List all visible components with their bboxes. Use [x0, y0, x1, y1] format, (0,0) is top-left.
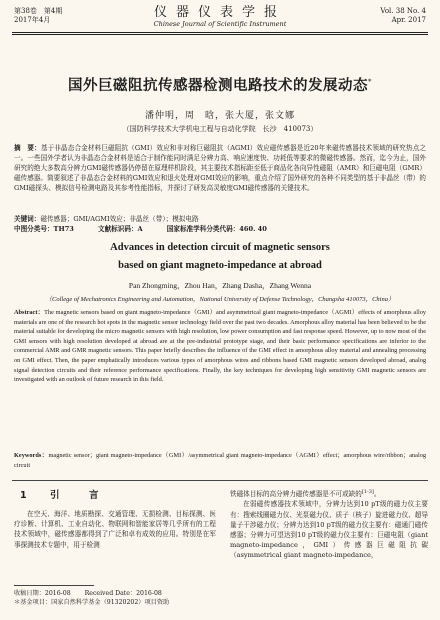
authors-en: Pan Zhongming，Zhou Han，Zhang Dasha，Zhang Wenna: [128, 281, 312, 290]
clc-number: 中图分类号：TH73: [14, 225, 74, 233]
received-date-en: Received Date：2016-08: [84, 590, 162, 597]
classification-cn: [14, 224, 426, 234]
section-divider: [12, 480, 428, 481]
paper-title-cn: [0, 74, 440, 95]
paper-title-en-line1: Advances in detection circuit of magnetic sensors: [110, 242, 330, 253]
received-date-cn: 收稿日期：2016-08: [14, 590, 71, 597]
footnote: [14, 589, 214, 607]
abstract-cn-text: 基于非晶态合金材料巨磁阻抗（GMI）效应和非对称巨磁阻抗（AGMI）效应磁传感器是近20年来磁传感器技术领域的研究热点之一。一些国外学者认为非晶态合金材料是适合于制作能同时满足分辨力高、响应速度快、功耗低等要求的微磁传感器。然而，迄今为止，国外研究的绝大多数高分辨力GMI磁传感器仍停留在原理样机阶段，其主要技术指标距至低于商品化各向异性磁阻（AMR）和巨磁电阻（GMR）磁传感器。简要叙述了非晶态合金材料的GMI效应和退火处理对GMI效应的影响，重点介绍了国外研究的各种不同类型的基于非晶丝（带）的GMI磁探头、模拟信号检测电路及其参考性能指标，并探讨了研发高灵敏度GMI磁传感器的关键技术。: [14, 144, 427, 192]
affiliation-cn: （国防科学技术大学机电工程与自动化学院 长沙 410073）: [122, 125, 318, 133]
abstract-cn-label: 摘 要：: [14, 144, 41, 152]
volume-issue-cn: 第38卷 第4期: [14, 7, 63, 15]
intro-paragraph-1: 在空天、海洋、地质勘探、交通管理、无损检测、目标探测、医疗诊断、计算机、工业自动化、物联网和智能家居等几乎所有的工程技术领域中，磁传感器都得到了广泛和卓有成效的应用。特别是在军事探测技术专题中，用于检测: [14, 510, 216, 549]
abstract-en-text: The magnetic sensors based on giant magneto-impedance（GMI）and asymmetrical giant magneto-impedance（AGMI）effects of amorphous alloy materials are one of the research hot spots in the magnetic sensor technology field over the past two decades. Amorphous alloy material has been believed to be the material suitable for developing the micro magnetic sensors with high resolution, low power consumption and fast response speed. However, up to now most of the GMI sensors with high resolution developed at abroad are at the pre-industrial prototype stage, and their basic performance specifications are inferior to the commercial AMR and GMR magnetic sensors. This paper briefly describes the influence of the GMI effect in amorphous alloy material and annealing processing on GMI effect. Then, the paper emphatically introduces various types of amorphous wires and ribbons based GMI magnetic sensors developed abroad, analog signal detection circuits and their reference performance specifications. Finally, the key techniques for developing high sensitivity GMI magnetic sensors are investigated with an outlook of future research in this field.: [14, 309, 426, 384]
paper-title-cn-text: 国外巨磁阻抗传感器检测电路技术的发展动态: [68, 77, 368, 94]
keywords-en: [14, 451, 426, 470]
abstract-en-label: Abstract：: [14, 309, 45, 316]
section-title: 引 言: [49, 490, 109, 501]
intro-paragraph-continued: [230, 487, 428, 499]
section-number: 1: [20, 490, 37, 501]
citation-ref: [1-3]: [361, 489, 374, 495]
received-date-line: [14, 589, 214, 598]
section-heading: [20, 487, 216, 505]
journal-volume-issue-en: [380, 7, 426, 25]
fund-note: ＊基金项目：国家自然科学基金（91320202）项目资助: [14, 599, 170, 606]
keywords-en-text: magnetic sensor；giant magneto-impedance（GMI）/asymmetrical giant magneto-impedance（AGMI）effect；amorphous wire/ribbon；analog circuit: [14, 452, 426, 469]
intro-continued-text: 铁磁体目标的高分辨力磁传感器是不可或缺的: [230, 490, 362, 499]
volume-issue-en: Vol. 38 No. 4: [380, 7, 426, 15]
keywords-cn: [14, 214, 426, 224]
footnote-rule: [14, 585, 94, 586]
abstract-en: [14, 308, 426, 385]
keywords-cn-text: 磁传感器；GMI/AGMI效应；非晶丝（带）；模拟电路: [40, 215, 199, 223]
discipline-code: 国家标准学科分类代码：460. 40: [166, 225, 267, 233]
date-cn: 2017年4月: [14, 16, 51, 24]
paper-title-en: [0, 239, 440, 275]
intro-paragraph-2: 在弱磁传感器技术领域中，分辨力达到10 pT级的磁力仪主要有：搜索线圈磁力仪、光泵磁力仪、质子（核子）旋进磁力仪、超导量子干涉磁力仪；分辨力达到10 pT级的磁力仪主要有：磁通门磁传感器；分辨力可望达到10 pT级的磁力仪主要有：巨磁电阻（giant magneto-impedance，GMI）传感器巨磁阻抗碳（asymmetrical giant magneto-impedance，: [230, 500, 428, 560]
date-en: Apr. 2017: [391, 16, 426, 24]
paper-title-en-line2: based on giant magneto-impedance at abroad: [118, 260, 322, 271]
keywords-cn-label: 关键词：: [14, 215, 41, 223]
journal-name-en: Chinese Journal of Scientific Instrument: [153, 20, 287, 28]
journal-name-cn: 仪器仪表学报: [153, 5, 286, 20]
intro-continued-end: 。: [373, 490, 381, 499]
fund-footnote-marker: *: [368, 78, 372, 87]
abstract-cn: [14, 143, 426, 193]
body-column-right: [230, 487, 428, 561]
body-column-left: [14, 487, 216, 550]
journal-name: [0, 5, 440, 29]
document-code: 文献标识码：A: [97, 225, 143, 233]
header-rule: [12, 32, 428, 35]
authors-cn: 潘仲明，周 晗，张大厦，张文娜: [144, 111, 295, 121]
affiliation-en: （College of Mechatronics Engineering and Automation，National University of Defense Technology，Changsha 410073，China）: [45, 296, 395, 303]
keywords-en-label: Keywords：: [14, 452, 49, 459]
